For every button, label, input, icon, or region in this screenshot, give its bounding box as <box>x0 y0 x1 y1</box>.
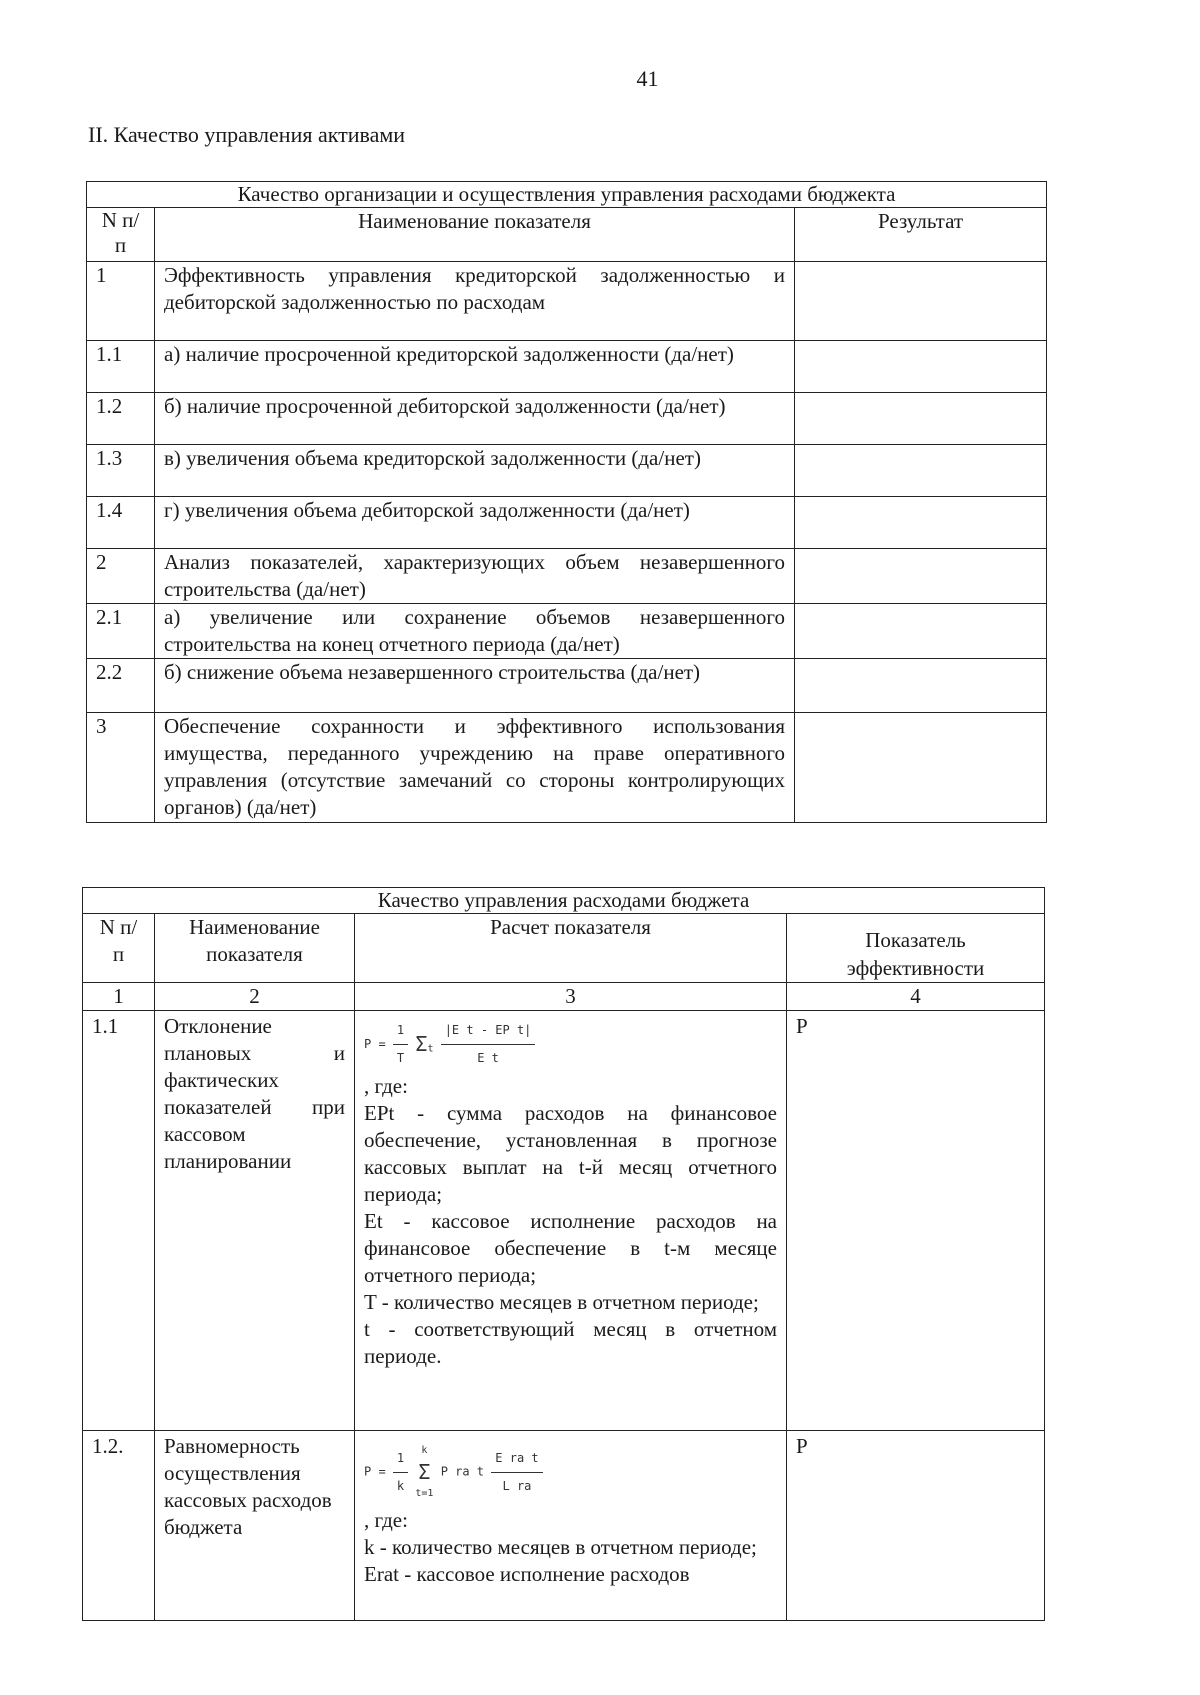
row-text: а) наличие просроченной кредиторской задолженности (да/нет) <box>155 341 795 393</box>
header-num: N п/п <box>83 914 155 983</box>
row-num: 1.1 <box>83 1011 155 1431</box>
calc-cell <box>355 1431 787 1621</box>
row-num: 1 <box>87 262 155 341</box>
formula-fraction: $\frac{\text{E ra t}}{\text{L ra}}$ <box>491 1445 542 1500</box>
header-calc: Расчет показателя <box>355 914 787 983</box>
row-text: Анализ показателей, характеризующих объем незавершенного строительства (да/нет) <box>155 549 795 604</box>
calc-cell <box>355 1011 787 1431</box>
row-num: 2.1 <box>87 604 155 659</box>
row-text: б) наличие просроченной дебиторской задолженности (да/нет) <box>155 393 795 445</box>
row-result-cell <box>795 713 1047 823</box>
definition: k - количество месяцев в отчетном периоде; <box>364 1535 757 1559</box>
formula-term: P ra t <box>440 1464 485 1479</box>
row-num: 1.4 <box>87 497 155 549</box>
table1-band-title: Качество организации и осуществления управления расходами бюджекта <box>87 182 1047 208</box>
definition: T - количество месяцев в отчетном периоде; <box>364 1290 759 1314</box>
page-number: 41 <box>636 66 659 91</box>
table-row <box>87 549 1047 604</box>
row-result-cell <box>795 445 1047 497</box>
sum-symbol: Σ <box>418 1460 431 1484</box>
row-text: Обеспечение сохранности и эффективного использования имущества, переданного учреждению на праве оперативного управления (отсутствие замечаний со стороны контролирующих органов) (да/нет) <box>155 713 795 823</box>
table-row <box>83 1431 1045 1621</box>
table-row <box>87 604 1047 659</box>
sum-symbol: Σ <box>415 1032 428 1056</box>
row-result-cell <box>795 549 1047 604</box>
indicator-name: Отклонение плановых и фактических показателей при кассовом планировании <box>164 1014 345 1173</box>
header-result: Результат <box>795 208 1047 262</box>
header-name: Наименование показателя <box>155 208 795 262</box>
header-num: N п/п <box>87 208 155 262</box>
row-text: Эффективность управления кредиторской задолженностью и дебиторской задолженностью по расходам <box>155 262 795 341</box>
row-num: 3 <box>87 713 155 823</box>
row-result-cell <box>795 604 1047 659</box>
row-result-cell <box>795 659 1047 713</box>
table-row <box>87 262 1047 341</box>
column-number: 3 <box>355 983 787 1011</box>
row-num: 1.2. <box>83 1431 155 1621</box>
sum-block: k Σ t=1 <box>415 1445 434 1499</box>
formula-lhs: P <box>364 1464 372 1479</box>
where-label: , где: <box>364 1074 408 1098</box>
column-number: 1 <box>83 983 155 1011</box>
budget-expenditure-table <box>82 887 1045 1621</box>
formula-uniformity: P = $\frac{1}{k}$ k Σ t=1 P ra t $\frac{\text{E ra t}}{\text{L ra}}$ <box>364 1437 777 1493</box>
table-row <box>87 393 1047 445</box>
row-num: 1.3 <box>87 445 155 497</box>
table-row <box>87 497 1047 549</box>
row-text: в) увеличения объема кредиторской задолженности (да/нет) <box>155 445 795 497</box>
row-num: 2.2 <box>87 659 155 713</box>
column-number: 4 <box>787 983 1045 1011</box>
row-text: б) снижение объема незавершенного строительства (да/нет) <box>155 659 795 713</box>
formula-coefficient: $\frac{1}{T}$ <box>393 1017 408 1072</box>
definition: Et - кассовое исполнение расходов на финансовое обеспечение в t-м месяце отчетного периода; <box>364 1209 777 1287</box>
row-text: а) увеличение или сохранение объемов незавершенного строительства на конец отчетного периода (да/нет) <box>155 604 795 659</box>
row-text: г) увеличения объема дебиторской задолженности (да/нет) <box>155 497 795 549</box>
column-number: 2 <box>155 983 355 1011</box>
header-name: Наименование показателя <box>155 914 355 983</box>
row-name <box>155 1431 355 1621</box>
table-row <box>87 659 1047 713</box>
table-row <box>87 713 1047 823</box>
section-title: II. Качество управления активами <box>88 122 406 147</box>
table-row <box>87 445 1047 497</box>
row-num: 1.2 <box>87 393 155 445</box>
where-label: , где: <box>364 1508 408 1532</box>
asset-management-table <box>86 181 1047 823</box>
row-result-cell <box>795 341 1047 393</box>
table-row <box>87 341 1047 393</box>
formula-deviation: P = $\frac{1}{T} \Sigma_t$ $\frac{\text{|E t - EP t|}}{\text{E t}}$ <box>364 1017 777 1073</box>
row-name <box>155 1011 355 1431</box>
row-result-cell <box>795 393 1047 445</box>
definition: t - соответствующий месяц в отчетном периоде. <box>364 1317 777 1368</box>
row-result-cell <box>795 262 1047 341</box>
indicator-name: Равномерность осуществления кассовых расходов бюджета <box>164 1434 332 1539</box>
formula-coefficient: $\frac{1}{k}$ <box>393 1445 408 1500</box>
formula-lhs: P <box>364 1037 372 1051</box>
table2-band-title: Качество управления расходами бюджета <box>83 888 1045 914</box>
formula-fraction: $\frac{\text{|E t - EP t|}}{\text{E t}}$ <box>441 1017 536 1072</box>
row-eff: P <box>787 1431 1045 1621</box>
row-result-cell <box>795 497 1047 549</box>
row-eff: P <box>787 1011 1045 1431</box>
table-row <box>83 1011 1045 1431</box>
definition: EPt - сумма расходов на финансовое обеспечение, установленная в прогнозе кассовых выплат на t-й месяц отчетного периода; <box>364 1101 777 1206</box>
sum-subscript: t <box>427 1043 434 1055</box>
definition: Erat - кассовое исполнение расходов <box>364 1562 690 1586</box>
row-num: 2 <box>87 549 155 604</box>
header-eff: Показатель эффективности <box>787 914 1045 983</box>
row-num: 1.1 <box>87 341 155 393</box>
